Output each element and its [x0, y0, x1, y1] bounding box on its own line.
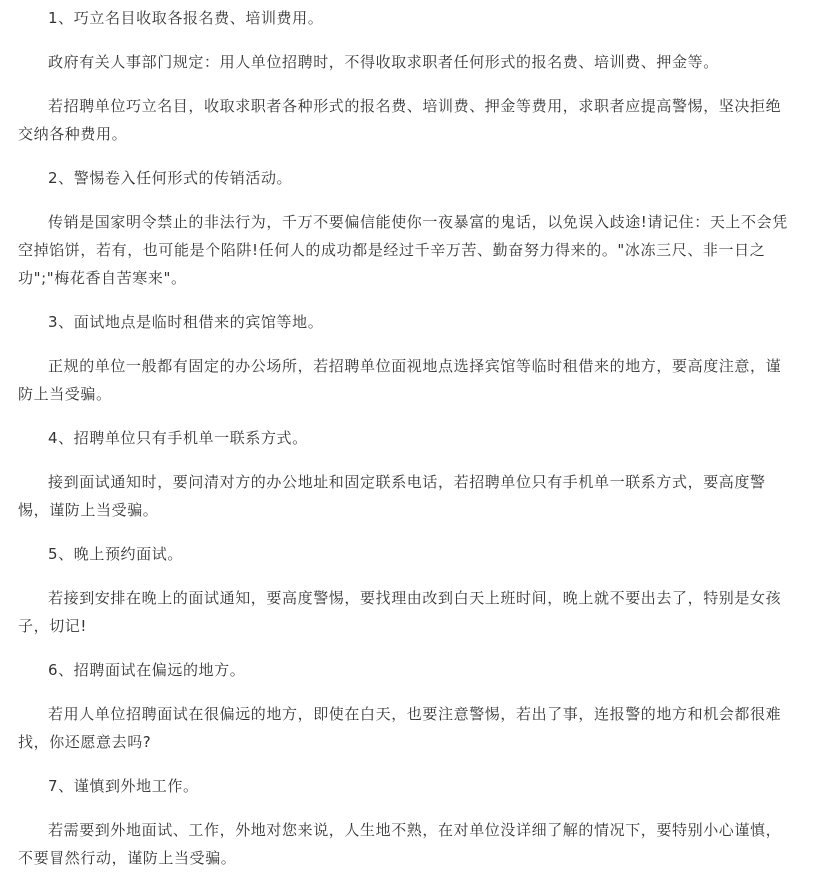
- section-heading-6: 6、招聘面试在偏远的地方。: [48, 661, 246, 679]
- section-paragraph: 若招聘单位巧立名目，收取求职者各种形式的报名费、培训费、押金等费用，求职者应提高警惕，坚决拒绝交纳各种费用。: [18, 97, 782, 143]
- section-heading-4: 4、招聘单位只有手机单一联系方式。: [48, 429, 308, 447]
- section-heading-2: 2、警惕卷入任何形式的传销活动。: [48, 169, 293, 187]
- section-paragraph: 正规的单位一般都有固定的办公场所，若招聘单位面视地点选择宾馆等临时租借来的地方，要高度注意，谨防上当受骗。: [18, 357, 782, 403]
- section-paragraph: 传销是国家明令禁止的非法行为，千万不要偏信能使你一夜暴富的鬼话，以免误入歧途!请记住：天上不会凭空掉馅饼，若有，也可能是个陷阱!任何人的成功都是经过千辛万苦、勤奋努力得来的。"冰冻三尺、非一日之功";"梅花香自苦寒来"。: [18, 213, 788, 287]
- section-paragraph: 接到面试通知时，要问清对方的办公地址和固定联系电话，若招聘单位只有手机单一联系方式，要高度警惕，谨防上当受骗。: [18, 473, 766, 519]
- section-paragraph: 若需要到外地面试、工作，外地对您来说，人生地不熟，在对单位没详细了解的情况下，要特别小心谨慎，不要冒然行动，谨防上当受骗。: [18, 821, 782, 867]
- section-paragraph: 若用人单位招聘面试在很偏远的地方，即使在白天，也要注意警惕，若出了事，连报警的地方和机会都很难找，你还愿意去吗?: [18, 705, 782, 751]
- section-heading-3: 3、面试地点是临时租借来的宾馆等地。: [48, 313, 324, 331]
- article-body: [18, 0, 788, 872]
- section-paragraph: 政府有关人事部门规定：用人单位招聘时，不得收取求职者任何形式的报名费、培训费、押金等。: [48, 53, 719, 71]
- section-heading-5: 5、晚上预约面试。: [48, 545, 183, 563]
- section-heading-7: 7、谨慎到外地工作。: [48, 777, 199, 795]
- section-paragraph: 若接到安排在晚上的面试通知，要高度警惕，要找理由改到白天上班时间，晚上就不要出去了，特别是女孩子，切记!: [18, 589, 782, 635]
- section-heading-1: 1、巧立名目收取各报名费、培训费用。: [48, 9, 324, 27]
